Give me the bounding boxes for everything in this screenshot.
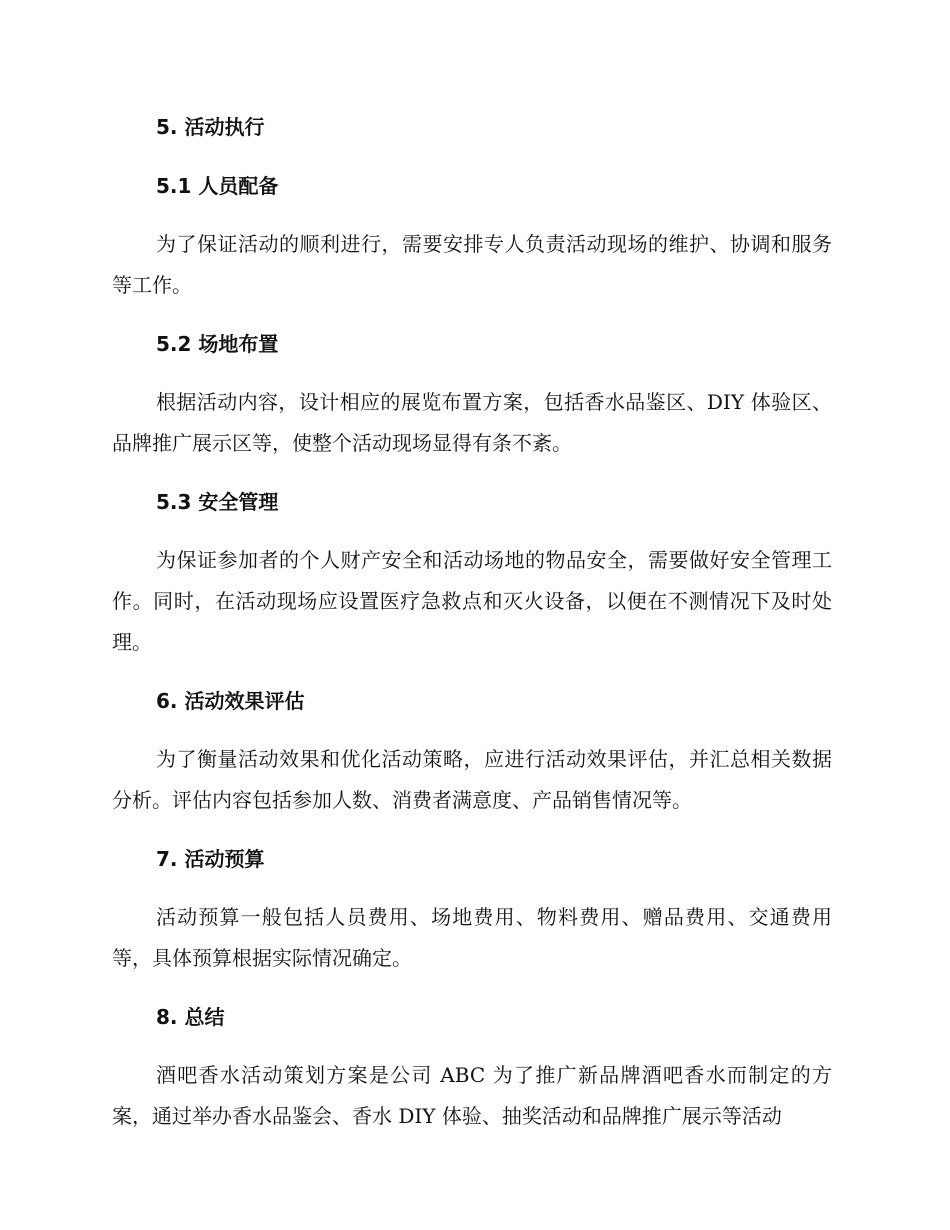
section-heading-5: 5. 活动执行 [156, 115, 265, 139]
document-body [112, 106, 832, 1154]
subsection-heading-5-2: 5.2 场地布置 [156, 332, 279, 356]
subsection-heading-5-3: 5.3 安全管理 [156, 490, 279, 514]
section-heading-6: 6. 活动效果评估 [156, 689, 305, 713]
subsection-heading-5-1: 5.1 人员配备 [156, 174, 279, 198]
paragraph-staffing: 为了保证活动的顺利进行，需要安排专人负责活动现场的维护、协调和服务等工作。 [112, 232, 832, 297]
paragraph-venue-layout: 根据活动内容，设计相应的展览布置方案，包括香水品鉴区、DIY 体验区、品牌推广展示区等，使整个活动现场显得有条不紊。 [112, 390, 832, 455]
section-heading-8: 8. 总结 [156, 1005, 225, 1029]
paragraph-summary: 酒吧香水活动策划方案是公司 ABC 为了推广新品牌酒吧香水而制定的方案，通过举办香水品鉴会、香水 DIY 体验、抽奖活动和品牌推广展示等活动 [112, 1063, 832, 1128]
section-heading-7: 7. 活动预算 [156, 847, 265, 871]
paragraph-effect-evaluation: 为了衡量活动效果和优化活动策略，应进行活动效果评估，并汇总相关数据分析。评估内容包括参加人数、消费者满意度、产品销售情况等。 [112, 747, 832, 812]
paragraph-safety-management: 为保证参加者的个人财产安全和活动场地的物品安全，需要做好安全管理工作。同时，在活动现场应设置医疗急救点和灭火设备，以便在不测情况下及时处理。 [112, 548, 832, 654]
paragraph-budget: 活动预算一般包括人员费用、场地费用、物料费用、赠品费用、交通费用等，具体预算根据实际情况确定。 [112, 905, 832, 970]
